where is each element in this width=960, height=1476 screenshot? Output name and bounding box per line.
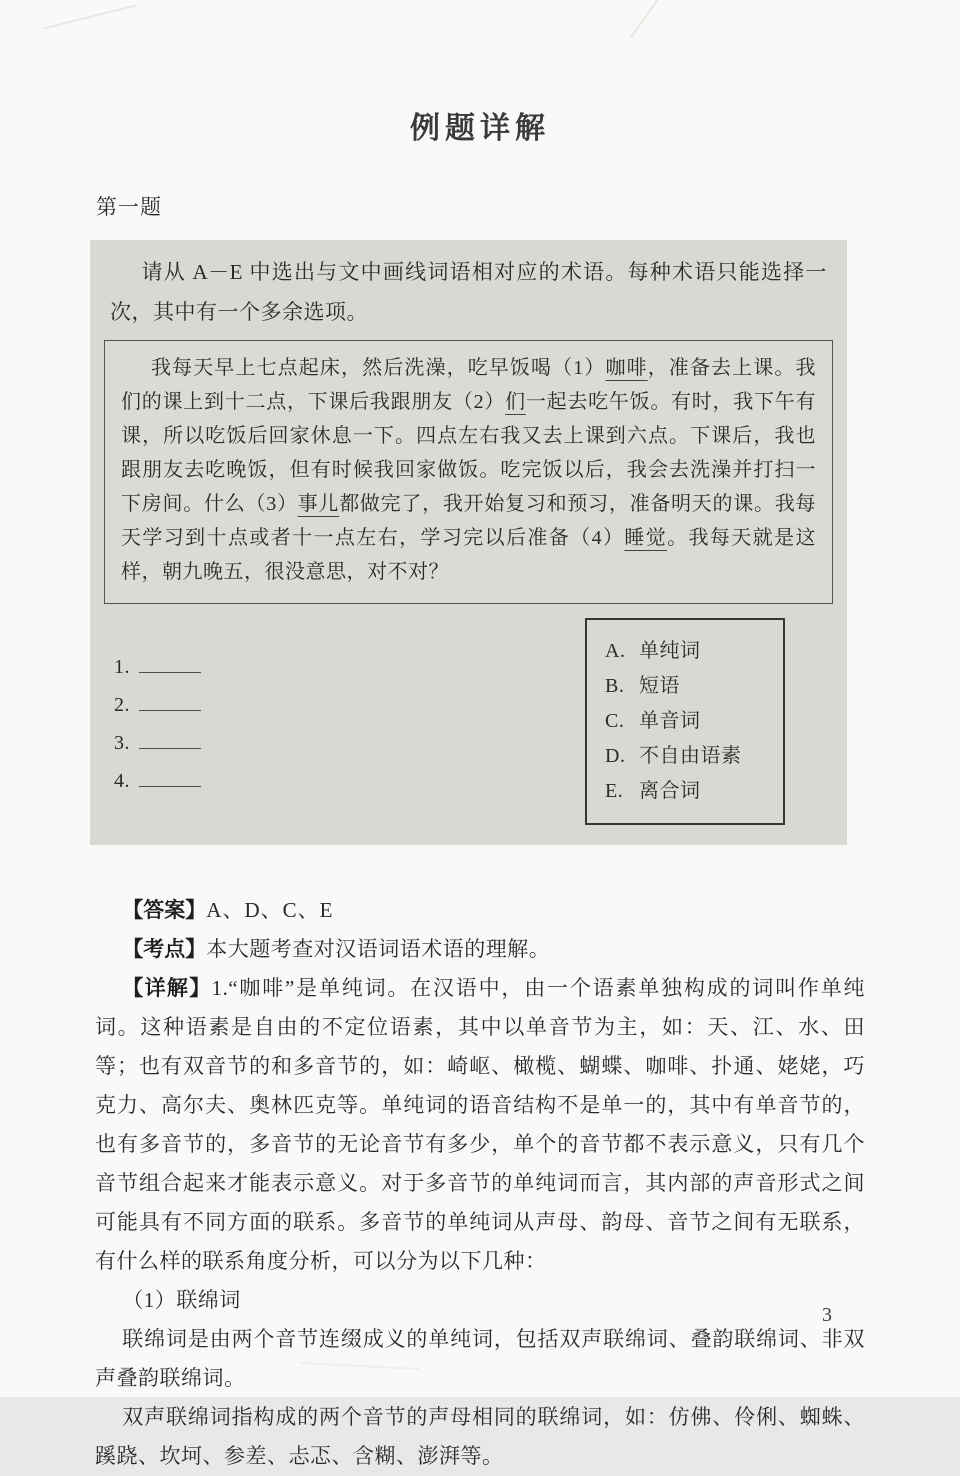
answer-area [104,618,833,831]
blank-item [114,690,201,728]
blank-item [114,728,201,766]
blank-number: 3. [114,732,130,754]
blank-item [114,652,201,690]
point-line [95,930,865,969]
blank-line [139,728,201,749]
passage-text [121,351,816,589]
blank-number: 1. [114,656,130,678]
passage-segment: 都做完了，我开始复习和预习，准备明天的课。我每天学习到十点或者十一点左右，学习完以后准备（4） [121,493,817,549]
option-text: 不自由语素 [639,745,742,767]
underlined-term: 咖啡 [605,357,648,379]
option-text: 离合词 [639,780,701,802]
option-label: A. [605,640,626,662]
option-item [605,774,763,809]
point-text: 本大题考查对汉语词语术语的理解。 [206,937,551,961]
answer-blank-list [114,652,201,804]
blank-number: 4. [114,770,130,792]
page-title: 例题详解 [410,112,550,145]
underlined-term: 们 [505,391,526,413]
paragraph-lianmianci: 联绵词是由两个音节连缀成义的单纯词，包括双声联绵词、叠韵联绵词、非双声叠韵联绵词。 [95,1327,865,1390]
answer-line [95,891,865,930]
underlined-term: 睡觉 [624,527,668,549]
blank-line [139,766,201,787]
option-text: 单音词 [639,710,701,732]
option-item [605,634,763,669]
answer-tag: 【答案】 [122,899,207,922]
question-panel [90,240,847,845]
underlined-term: 事儿 [297,493,340,515]
point-tag: 【考点】 [122,938,207,961]
option-text: 短语 [639,675,680,697]
detail-tag: 【详解】 [122,977,212,1000]
option-label: D. [605,745,626,767]
section-label: 第一题 [96,195,162,219]
paragraph-shuangsheng: 双声联绵词指构成的两个音节的声母相同的联绵词，如：仿佛、伶俐、蜘蛛、蹊跷、坎坷、参差、忐忑、含糊、澎湃等。 [95,1405,865,1468]
solution-section [95,891,865,1476]
option-item [605,704,763,739]
detail-text: 1.“咖啡”是单纯词。在汉语中，由一个语素单独构成的词叫作单纯词。这种语素是自由的不定位语素，其中以单音节为主，如：天、江、水、田等；也有双音节的和多音节的，如：崎岖、橄榄、蝴蝶、咖啡、扑通、姥姥，巧克力、高尔夫、奥林匹克等。单纯词的语音结构不是单一的，其中有单音节的，也有多音节的，多音节的无论音节有多少，单个的音节都不表示意义，只有几个音节组合起来才能表示意义。对于多音节的单纯词而言，其内部的声音形式之间可能具有不同方面的联系。多音节的单纯词从声母、韵母、音节之间有无联系，有什么样的联系角度分析，可以分为以下几种： [95,976,866,1273]
blank-number: 2. [114,694,130,716]
passage-segment: 一起去吃午饭。有时，我下午有课，所以吃饭后回家休息一下。四点左右我又去上课到六点。下课后，我也跟朋友去吃晚饭，但有时候我回家做饭。吃完饭以后，我会去洗澡并打扫一下房间。什么（3） [121,391,817,515]
passage-segment: 我每天早上七点起床，然后洗澡，吃早饭喝（1） [151,357,606,379]
option-item [605,739,763,774]
option-item [605,669,763,704]
answer-value: A、D、C、E [206,898,334,922]
detail-paragraph [95,969,865,1281]
instruction-text: 请从 A－E 中选出与文中画线词语相对应的术语。每种术语只能选择一次，其中有一个多余选项。 [110,260,827,324]
passage-segment: 。我每天就是这样，朝九晚五，很没意思，对不对？ [121,527,816,583]
sub-heading: （1）联绵词 [122,1288,241,1312]
option-label: E. [605,780,624,802]
option-label: C. [605,710,625,732]
blank-line [139,652,201,673]
page-number: 3 [822,1304,832,1326]
passage-segment: ，准备去上课。我们的课上到十二点，下课后我跟朋友（2） [121,357,817,413]
option-text: 单纯词 [639,640,701,662]
options-box [585,618,785,825]
passage-box [104,340,833,604]
option-label: B. [605,675,625,697]
blank-line [139,690,201,711]
blank-item [114,766,201,804]
